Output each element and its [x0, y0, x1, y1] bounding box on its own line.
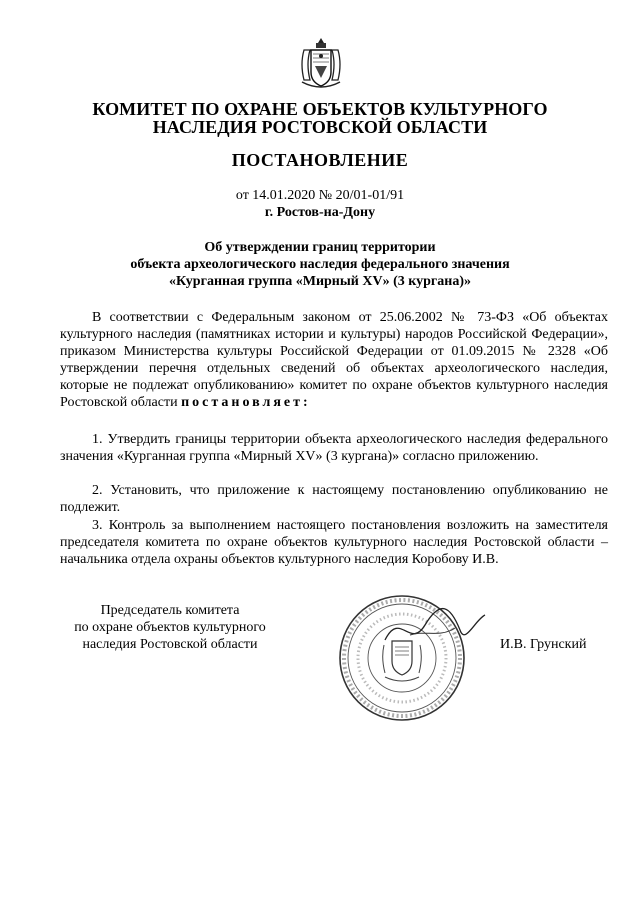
preamble-paragraph	[60, 309, 608, 411]
document-date-number: от 14.01.2020 № 20/01-01/91	[235, 188, 405, 203]
item-1: 1. Утвердить границы территории объекта археологического наследия федерального значения «Курганная группа «Мирный XV» (3 кургана)» согласно приложению.	[60, 432, 608, 464]
resolves-word: постановляет:	[181, 395, 311, 410]
signatory-title-line1: Председатель комитета	[100, 603, 240, 618]
document-city: г. Ростов-на-Дону	[264, 205, 376, 220]
subject-line2: объекта археологического наследия федерального значения	[130, 257, 510, 272]
preamble-text: В соответствии с Федеральным законом от 25.06.2002 № 73-ФЗ «Об объектах культурного наследия (памятниках истории и культуры) народов Российской Федерации», приказом Министерства культуры Российской Федерации от 01.09.2015 № 2328 «Об утверждении перечня отдельных сведений об объектах археологического наследия, которые не подлежат опубликованию» комитет по охране объектов культурного наследия Ростовской области	[60, 310, 608, 410]
signatory-title-line3: наследия Ростовской области	[82, 637, 258, 652]
document-type: ПОСТАНОВЛЕНИЕ	[231, 150, 409, 170]
item-3: 3. Контроль за выполнением настоящего постановления возложить на заместителя председателя комитета по охране объектов культурного наследия Ростовской области – начальника отдела охраны объектов культурного наследия Коробову И.В.	[60, 518, 608, 567]
item-2: 2. Установить, что приложение к настоящему постановлению опубликованию не подлежит.	[60, 483, 608, 515]
handwritten-signature-icon	[380, 600, 490, 660]
subject-line3: «Курганная группа «Мирный XV» (3 кургана)»	[169, 274, 471, 289]
signatory-title	[50, 602, 290, 653]
coat-of-arms-icon	[296, 36, 346, 92]
subject-line1: Об утверждении границ территории	[204, 240, 436, 255]
signatory-title-line2: по охране объектов культурного	[74, 620, 266, 635]
org-title-line2: НАСЛЕДИЯ РОСТОВСКОЙ ОБЛАСТИ	[152, 117, 488, 137]
signatory-name: И.В. Грунский	[500, 637, 587, 652]
org-title-line1: КОМИТЕТ ПО ОХРАНЕ ОБЪЕКТОВ КУЛЬТУРНОГО	[92, 99, 548, 119]
